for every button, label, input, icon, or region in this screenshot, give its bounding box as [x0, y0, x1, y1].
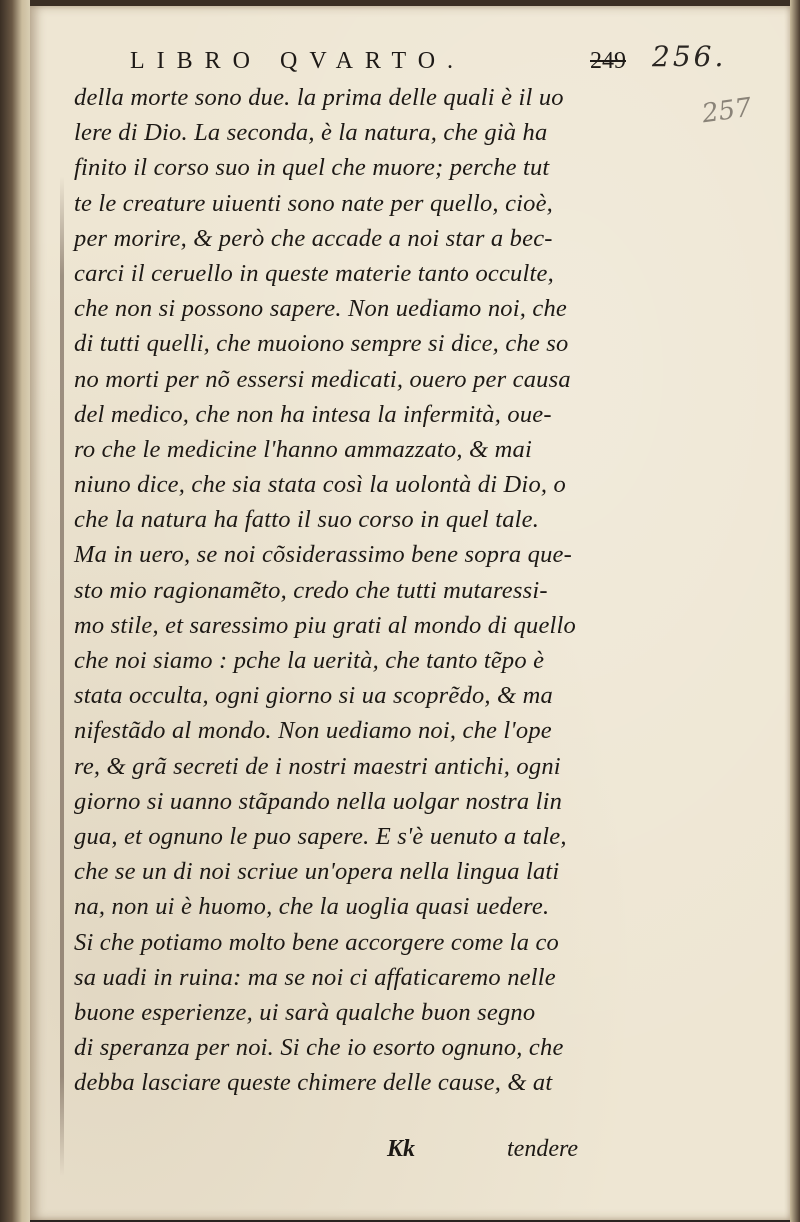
- old-page-number: 249: [590, 48, 626, 74]
- text-line: giorno si uanno stãpando nella uolgar nostra lin: [74, 787, 563, 815]
- signature-mark: Kk: [387, 1136, 416, 1162]
- text-line: no morti per nõ essersi medicati, ouero per causa: [74, 365, 571, 393]
- text-line: finito il corso suo in quel che muore; perche tut: [74, 154, 550, 182]
- text-line: che non si possono sapere. Non uediamo noi, che: [74, 295, 567, 323]
- text-line: di tutti quelli, che muoiono sempre si dice, che so: [74, 330, 569, 358]
- margin-annotation: 257: [700, 92, 754, 130]
- text-line: Ma in uero, se noi cõsiderassimo bene sopra que-: [74, 541, 572, 569]
- binding-edge: [0, 0, 30, 1222]
- text-line: per morire, & però che accade a noi star a bec-: [74, 224, 553, 252]
- text-line: mo stile, et saressimo piu grati al mondo di quello: [74, 611, 577, 639]
- text-line: che se un di noi scriue un'opera nella lingua lati: [74, 858, 560, 886]
- text-line: ro che le medicine l'hanno ammazzato, & mai: [74, 435, 532, 463]
- page-number: 256.: [652, 40, 727, 73]
- text-line: Si che potiamo molto bene accorgere come la co: [74, 928, 559, 956]
- text-line: che noi siamo : pche la uerità, che tanto tẽpo è: [74, 647, 545, 674]
- text-line: della morte sono due. la prima delle quali è il uo: [74, 84, 564, 111]
- text-line: re, & grã secreti de i nostri maestri antichi, ogni: [74, 752, 561, 780]
- text-line: debba lasciare queste chimere delle cause, & at: [74, 1069, 553, 1097]
- text-line: na, non ui è huomo, che la uoglia quasi uedere.: [74, 893, 550, 921]
- text-line: sa uadi in ruina: ma se noi ci affaticaremo nelle: [74, 963, 556, 991]
- text-line: di speranza per noi. Si che io esorto ognuno, che: [74, 1034, 564, 1062]
- body-text: [74, 80, 654, 1100]
- text-line: nifestãdo al mondo. Non uediamo noi, che l'ope: [74, 717, 552, 745]
- catchword: tendere: [507, 1136, 579, 1162]
- text-line: sto mio ragionamẽto, credo che tutti mutaressi-: [74, 576, 548, 604]
- gutter-shadow: [60, 176, 64, 1176]
- text-line: stata occulta, ogni giorno si ua scoprẽdo, & ma: [74, 682, 553, 710]
- running-title: LIBRO QVARTO.: [130, 48, 466, 74]
- text-line: te le creature uiuenti sono nate per quello, cioè,: [74, 189, 554, 217]
- text-line: che la natura ha fatto il suo corso in quel tale.: [74, 506, 540, 534]
- scan-right-edge: [790, 0, 800, 1222]
- text-line: lere di Dio. La seconda, è la natura, che già ha: [74, 119, 548, 147]
- text-line: carci il ceruello in queste materie tanto occulte,: [74, 259, 554, 287]
- text-line: buone esperienze, ui sarà qualche buon segno: [74, 998, 536, 1026]
- text-line: niuno dice, che sia stata così la uolontà di Dio, o: [74, 471, 566, 499]
- text-line: gua, et ognuno le puo sapere. E s'è uenuto a tale,: [74, 822, 567, 850]
- book-page: [30, 6, 790, 1220]
- text-line: del medico, che non ha intesa la infermità, oue-: [74, 400, 552, 428]
